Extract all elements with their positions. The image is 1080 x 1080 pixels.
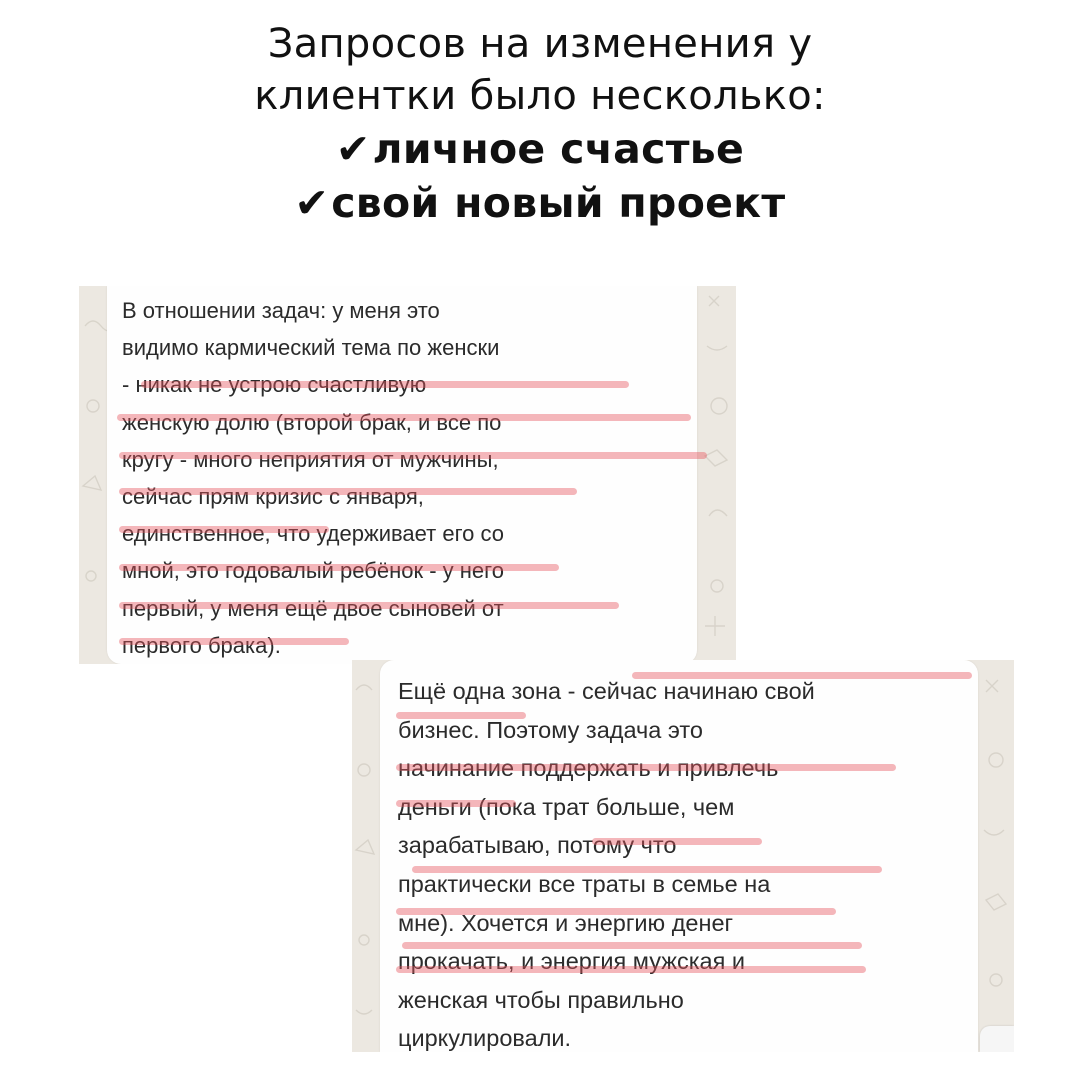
highlight-stroke: [119, 488, 577, 495]
chat-screenshot-1: [79, 286, 736, 664]
request-item-2-label: свой новый проект: [331, 179, 786, 227]
message-line: бизнес. Поэтому задача это: [398, 716, 703, 743]
message-line: деньги (пока трат больше, чем: [398, 793, 735, 820]
request-item-1: [0, 122, 1080, 176]
message-line: сейчас прям кризис с января,: [122, 484, 424, 510]
message-line: женская чтобы правильно: [398, 986, 684, 1013]
highlight-stroke: [141, 381, 629, 388]
message-line: циркулировали.: [398, 1025, 572, 1052]
highlight-stroke: [396, 800, 516, 807]
message-line: Ещё одна зона - сейчас начинаю свой: [398, 678, 815, 704]
scroll-corner-tab: [980, 1026, 1014, 1052]
highlight-stroke: [117, 414, 691, 421]
message-line: практически все траты в семье на: [398, 870, 771, 897]
header-line-1: Запросов на изменения у: [267, 21, 813, 67]
message-line: кругу - много неприятия от мужчины,: [122, 446, 499, 472]
message-line: зарабатываю, потому что: [398, 832, 677, 859]
message-2-text: [398, 672, 815, 1052]
highlight-stroke: [592, 838, 762, 845]
message-line: мной, это годовалый ребёнок - у него: [122, 558, 504, 584]
message-line: - никак не устрою счастливую: [122, 372, 427, 398]
request-item-2: [0, 176, 1080, 230]
highlight-stroke: [119, 452, 707, 459]
checkmark-icon: ✔: [294, 179, 330, 227]
request-item-1-label: личное счастье: [372, 125, 745, 173]
highlight-stroke: [396, 712, 526, 719]
chat-screenshot-2: [352, 660, 1014, 1052]
message-line: В отношении задач: у меня это: [122, 298, 440, 323]
message-line: женскую долю (второй брак, и все по: [122, 409, 502, 435]
highlight-stroke: [396, 764, 896, 771]
highlight-stroke: [632, 672, 972, 679]
message-line: первого брака).: [122, 632, 281, 658]
highlight-stroke: [396, 908, 836, 915]
message-line: первый, у меня ещё двое сыновей от: [122, 595, 504, 621]
highlight-stroke: [402, 942, 862, 949]
header-line-2: клиентки было несколько:: [254, 73, 826, 119]
highlight-stroke: [412, 866, 882, 873]
checkmark-icon: ✔: [335, 125, 371, 173]
highlight-stroke: [396, 966, 866, 973]
highlight-stroke: [119, 638, 349, 645]
highlight-stroke: [119, 564, 559, 571]
message-line: единственное, что удерживает его со: [122, 521, 504, 547]
message-line: видимо кармический тема по женски: [122, 335, 500, 361]
highlight-stroke: [119, 526, 329, 533]
message-line: прокачать, и энергия мужская и: [398, 948, 745, 975]
page-header: [0, 18, 1080, 230]
message-line: начинание поддержать и привлечь: [398, 755, 779, 782]
message-line: мне). Хочется и энергию денег: [398, 909, 734, 936]
highlight-stroke: [119, 602, 619, 609]
